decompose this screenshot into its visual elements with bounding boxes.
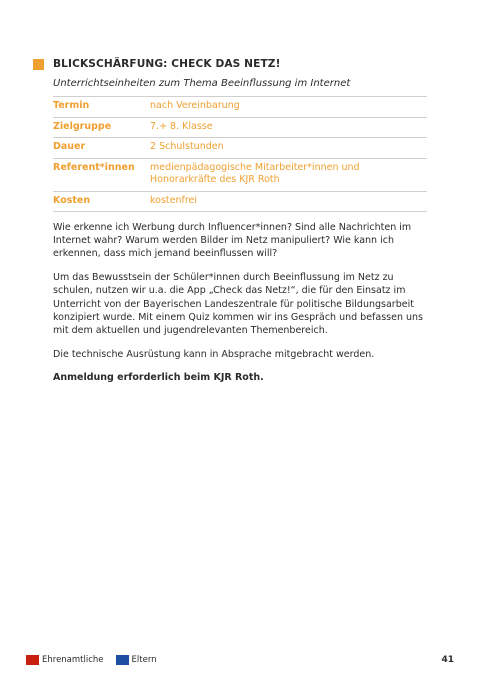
info-row-dauer <box>53 138 427 159</box>
info-label: Dauer <box>53 138 150 159</box>
legend-item-ehrenamtliche <box>26 655 104 665</box>
red-swatch-icon <box>26 655 39 665</box>
description-paragraph: Um das Bewusstsein der Schüler*innen durch Beeinflussung im Netz zu schulen, nutzen wir u.a. die App „Check das Netz!“, die für den Einsatz im Unterricht von der Bayerischen Landeszentrale für politische Bildungsarbeit konzipiert wurde. Mit einem Quiz kommen wir ins Gespräch und befassen uns mit dem aktuellen und jugendrelevanten Themenbereich. <box>53 272 423 336</box>
info-row-termin <box>53 97 427 118</box>
legend-label: Ehrenamtliche <box>42 655 104 665</box>
registration-note: Anmeldung erforderlich beim KJR Roth. <box>53 372 264 384</box>
equipment-paragraph: Die technische Ausrüstung kann in Absprache mitgebracht werden. <box>53 348 375 360</box>
info-value: 2 Schulstunden <box>150 138 427 159</box>
info-table <box>53 96 427 212</box>
info-value: nach Vereinbarung <box>150 97 427 118</box>
legend-item-eltern <box>116 655 157 665</box>
info-value: 7.+ 8. Klasse <box>150 117 427 138</box>
intro-questions-paragraph: Wie erkenne ich Werbung durch Influencer*innen? Sind alle Nachrichten im Internet wahr? Warum werden Bilder im Netz manipuliert? Wie kann ich erkennen, dass mich jemand beeinflussen will? <box>53 222 412 260</box>
info-row-zielgruppe <box>53 117 427 138</box>
info-label: Zielgruppe <box>53 117 150 138</box>
blue-swatch-icon <box>116 655 129 665</box>
body-text <box>53 221 429 395</box>
footer-legend <box>26 655 169 665</box>
orange-square-marker-icon <box>33 59 44 70</box>
page-number: 41 <box>441 655 454 665</box>
info-label: Termin <box>53 97 150 118</box>
section-heading <box>33 58 281 70</box>
info-value: kostenfrei <box>150 191 427 212</box>
page-title: BLICKSCHÄRFUNG: CHECK DAS NETZ! <box>53 58 281 70</box>
info-label: Kosten <box>53 191 150 212</box>
subtitle: Unterrichtseinheiten zum Thema Beeinflussung im Internet <box>53 78 351 89</box>
info-value: medienpädagogische Mitarbeiter*innen und Honorarkräfte des KJR Roth <box>150 158 427 191</box>
info-row-referent <box>53 158 427 191</box>
legend-label: Eltern <box>131 655 157 665</box>
info-row-kosten <box>53 191 427 212</box>
info-label: Referent*innen <box>53 158 150 191</box>
